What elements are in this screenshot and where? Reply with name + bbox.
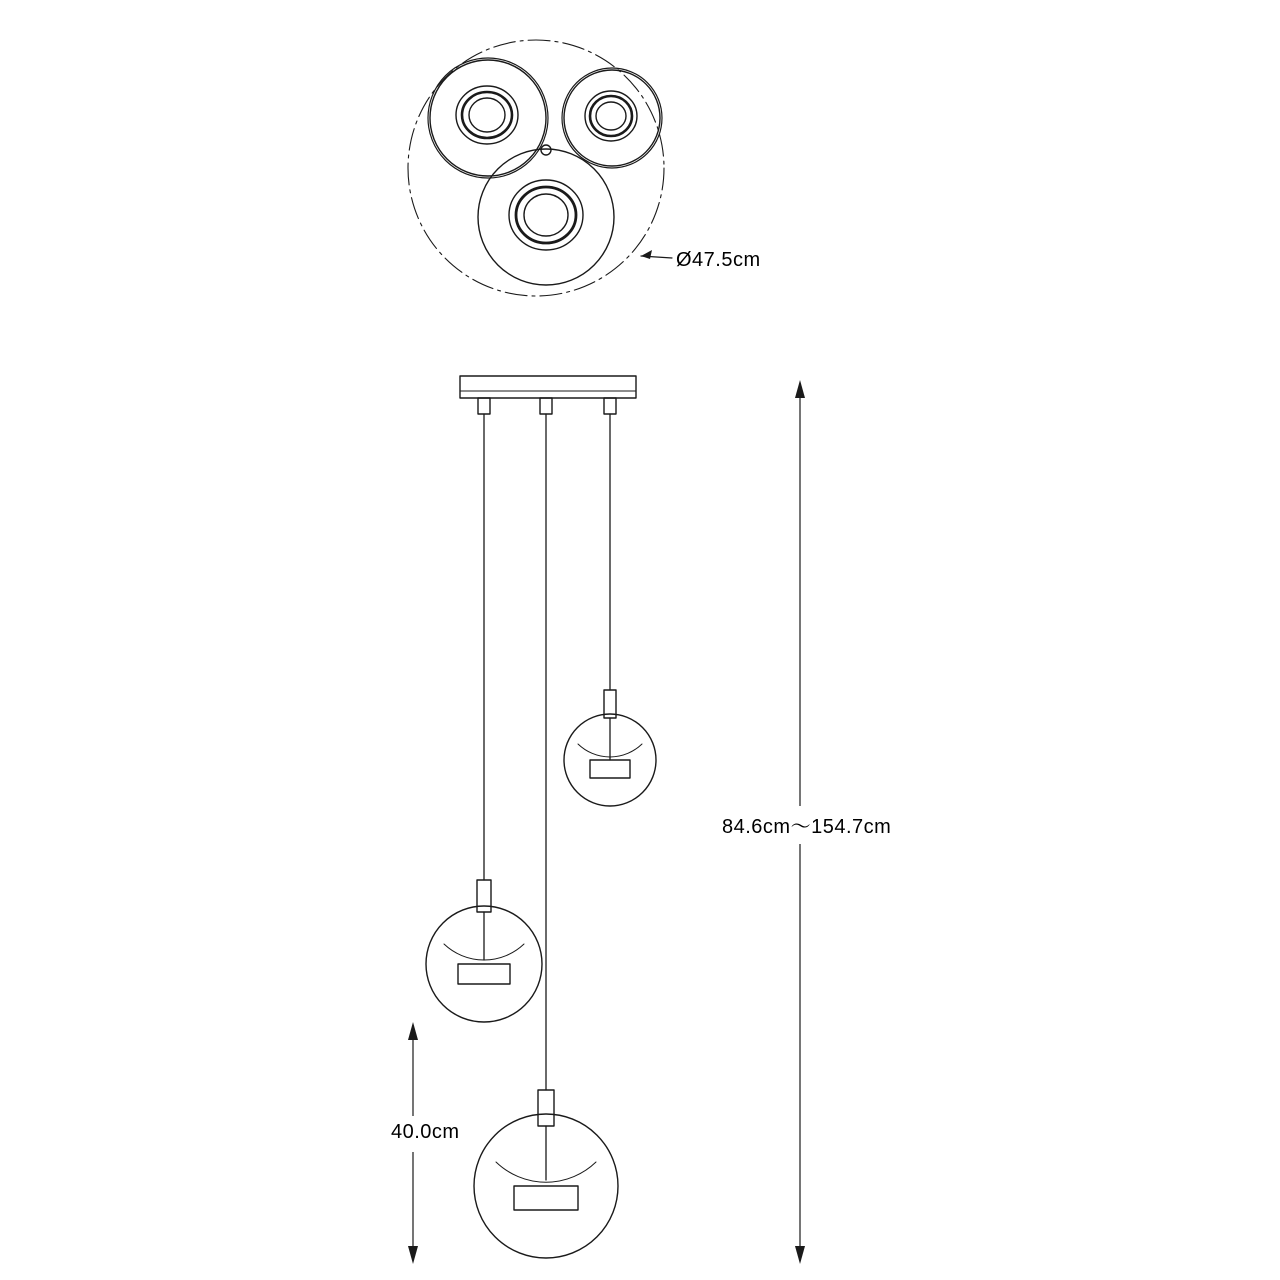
- globe-left-diffuser: [458, 964, 510, 984]
- canopy-centre-point: [541, 145, 551, 155]
- pendant-left: [426, 414, 542, 1022]
- top-globe-right-outer: [562, 68, 662, 168]
- diameter-leader-arrow: [641, 250, 652, 259]
- stem-collar-left: [478, 398, 490, 414]
- front-view-group: [426, 376, 656, 1258]
- stem-collar-right: [604, 398, 616, 414]
- socket-centre: [538, 1090, 554, 1126]
- canopy-plate: [460, 376, 636, 398]
- top-globe-right: [564, 70, 660, 166]
- top-globe-bottom: [478, 149, 614, 285]
- top-globe-left: [430, 60, 546, 176]
- top-view-group: [408, 40, 672, 296]
- globe-centre-diffuser: [514, 1186, 578, 1210]
- pendant-centre: [474, 414, 618, 1258]
- dimension-label-diameter: Ø47.5cm: [676, 249, 761, 271]
- dimension-label-height-range: 84.6cm〜154.7cm: [722, 816, 892, 838]
- socket-left: [477, 880, 491, 912]
- pendant-right: [564, 414, 656, 806]
- top-globe-left-outer: [428, 58, 548, 178]
- dimension-label-drop: 40.0cm: [391, 1121, 460, 1143]
- globe-right-diffuser: [590, 760, 630, 778]
- stem-collar-centre: [540, 398, 552, 414]
